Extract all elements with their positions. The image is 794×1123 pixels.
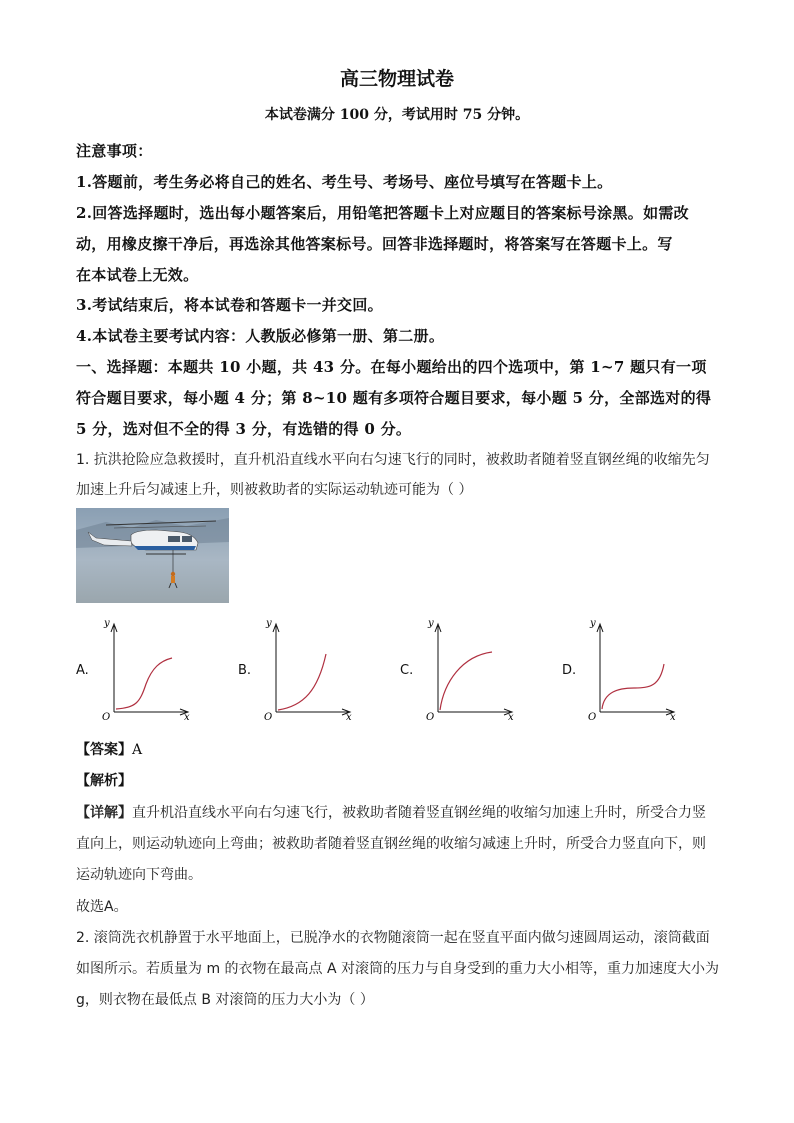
notice-heading: 注意事项： [76, 142, 153, 160]
option-c-graph [420, 612, 540, 724]
option-d-curve [602, 664, 664, 709]
option-d-label: D. [562, 663, 577, 678]
conclusion-line: 故选A。 [76, 899, 128, 915]
option-a-graph [96, 612, 216, 724]
notice-item-4: 4.本试卷主要考试内容：人教版必修第一册、第二册。 [76, 327, 445, 345]
option-c-y-axis-label: y [428, 618, 434, 629]
notice-item-3: 3.考试结束后，将本试卷和答题卡一并交回。 [76, 296, 383, 314]
detail-text-1: 直升机沿直线水平向右匀速飞行，被救助者随着竖直钢丝绳的收缩匀加速上升时，所受合力竖 [132, 805, 706, 821]
option-b-graph [258, 612, 378, 724]
answer-tag: 【答案】 [76, 742, 132, 758]
option-a-label: A. [76, 663, 89, 678]
option-b-x-axis-label: x [346, 712, 352, 723]
section1-line-1: 一、选择题：本题共 10 小题，共 43 分。在每小题给出的四个选项中，第 1~7 题只有一项 [76, 358, 707, 376]
option-d-x-axis-label: x [670, 712, 676, 723]
q2-stem-line-2: 如图所示。若质量为 m 的衣物在最高点 A 对滚筒的压力与自身受到的重力大小相等，重力加速度大小为 [76, 961, 720, 977]
option-a-curve [116, 658, 172, 709]
detail-line-1 [76, 802, 706, 822]
option-d-graph [582, 612, 702, 724]
option-b-label: B. [238, 663, 252, 678]
detail-tag: 【详解】 [76, 805, 132, 821]
option-c-x-axis-label: x [508, 712, 514, 723]
section1-line-3: 5 分，选对但不全的得 3 分，有选错的得 0 分。 [76, 420, 412, 438]
notice-item-2-line-1: 2.回答选择题时，选出每小题答案后，用铅笔把答题卡上对应题目的答案标号涂黑。如需改 [76, 204, 689, 222]
option-d-origin-label: O [588, 712, 597, 723]
option-b-curve [278, 654, 326, 710]
notice-item-2-line-2: 动，用橡皮擦干净后，再选涂其他答案标号。回答非选择题时，将答案写在答题卡上。写 [76, 235, 673, 253]
q1-stem-line-2: 加速上升后匀减速上升，则被救助者的实际运动轨迹可能为（ ） [76, 482, 473, 498]
option-a-origin-label: O [102, 712, 111, 723]
section1-line-2: 符合题目要求，每小题 4 分；第 8~10 题有多项符合题目要求，每小题 5 分，全部选对的得 [76, 389, 712, 407]
notice-item-1: 1.答题前，考生务必将自己的姓名、考生号、考场号、座位号填写在答题卡上。 [76, 173, 613, 191]
notice-item-2-line-3: 在本试卷上无效。 [76, 266, 199, 284]
detail-line-2: 直向上，则运动轨迹向上弯曲；被救助者随着竖直钢丝绳的收缩匀减速上升时，所受合力竖直向下，则 [76, 836, 706, 852]
answer-line [76, 739, 142, 759]
detail-line-3: 运动轨迹向下弯曲。 [76, 867, 202, 883]
option-a-x-axis-label: x [184, 712, 190, 723]
q2-stem-line-3: g，则衣物在最低点 B 对滚筒的压力大小为（ ） [76, 992, 374, 1008]
option-c-curve [440, 652, 492, 710]
q1-stem-line-1: 1. 抗洪抢险应急救援时，直升机沿直线水平向右匀速飞行的同时，被救助者随着竖直钢丝绳的收缩先匀 [76, 452, 710, 468]
option-b-y-axis-label: y [266, 618, 272, 629]
option-a-y-axis-label: y [104, 618, 110, 629]
option-b-origin-label: O [264, 712, 273, 723]
page-title: 高三物理试卷 [339, 68, 454, 90]
exam-subtitle: 本试卷满分 100 分，考试用时 75 分钟。 [264, 107, 530, 123]
analysis-tag: 【解析】 [76, 773, 132, 789]
q2-stem-line-1: 2. 滚筒洗衣机静置于水平地面上，已脱净水的衣物随滚筒一起在竖直平面内做匀速圆周运动，滚筒截面 [76, 930, 710, 946]
analysis-line [76, 770, 132, 790]
option-c-origin-label: O [426, 712, 435, 723]
answer-value: A [132, 742, 143, 758]
helicopter-rescue-image [76, 508, 229, 603]
option-d-y-axis-label: y [590, 618, 596, 629]
option-c-label: C. [400, 663, 414, 678]
